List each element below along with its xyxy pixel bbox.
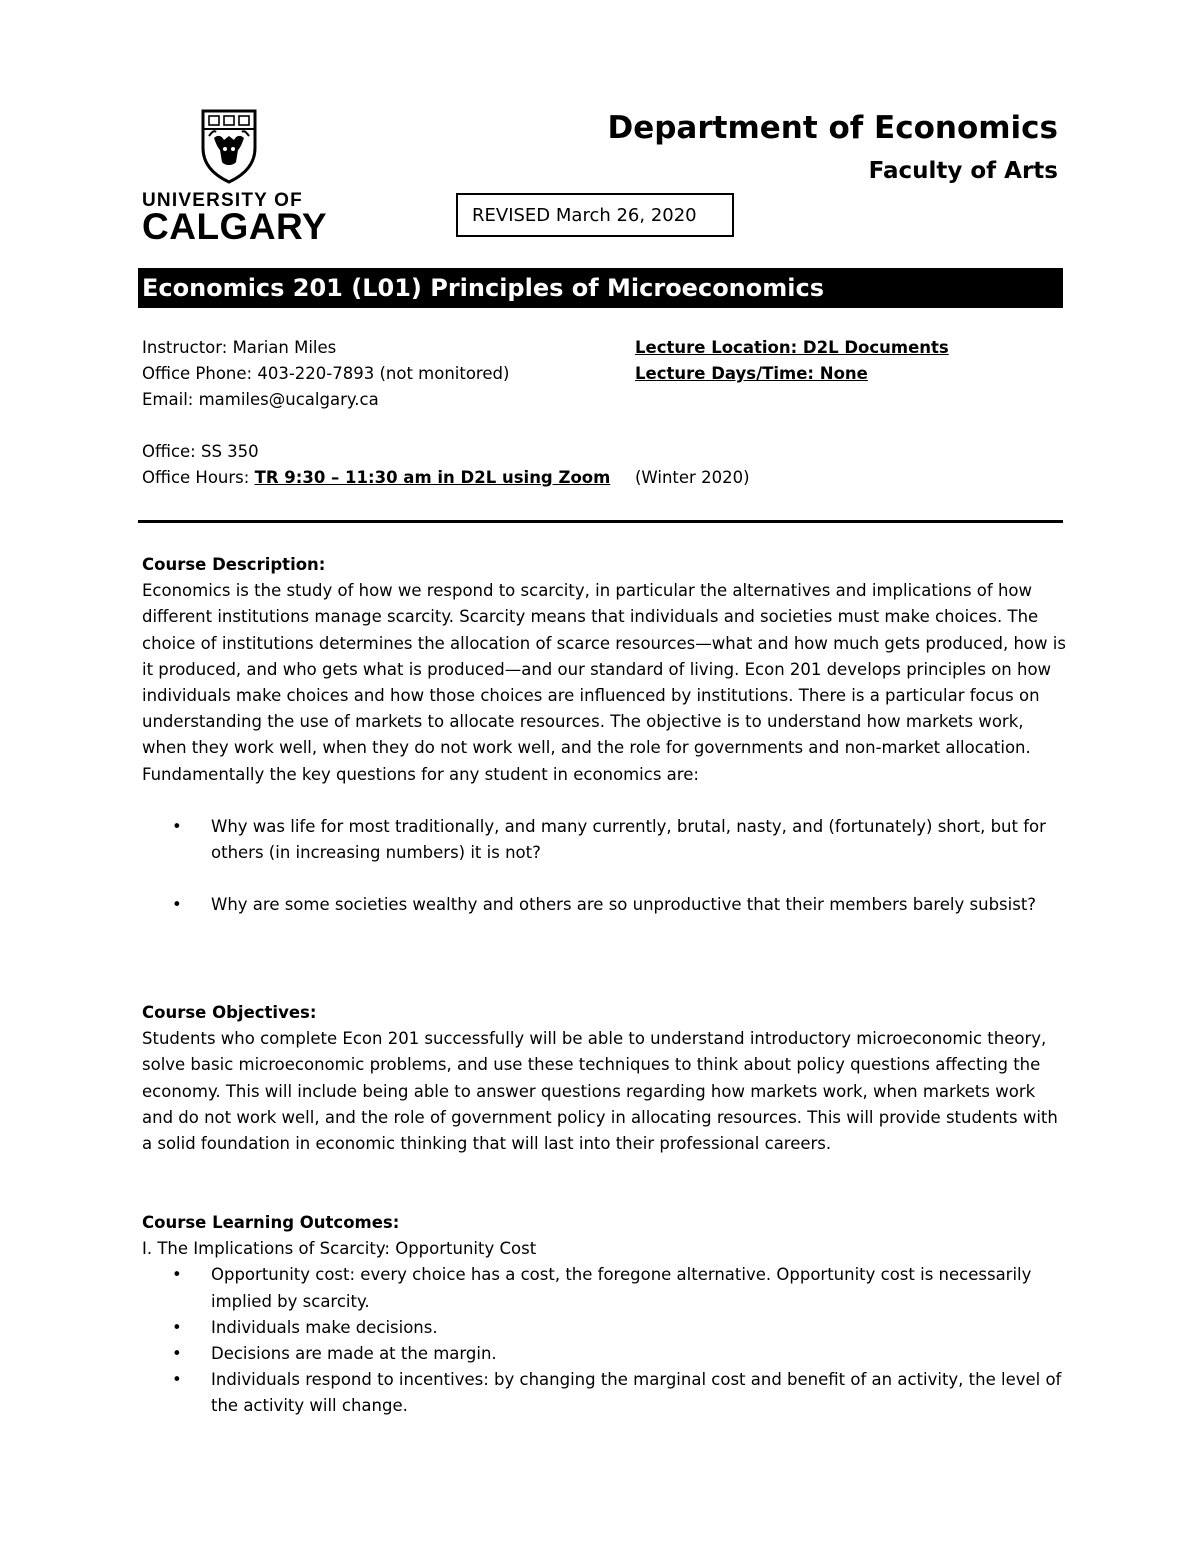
logo-line-calgary: CALGARY [142,206,328,247]
list-item: • Why are some societies wealthy and others are so unproductive that their members barely subsist? [142,892,1067,918]
lecture-days-time: Lecture Days/Time: None [635,364,868,383]
revised-date-text: REVISED March 26, 2020 [472,204,697,226]
list-item: • Why was life for most traditionally, and many currently, brutal, nasty, and (fortunately) short, but for others (in increasing numbers) it is not? [142,814,1067,866]
list-item: • Decisions are made at the margin. [142,1341,1067,1367]
lecture-location: Lecture Location: D2L Documents [635,338,949,357]
course-description-heading: Course Description: [142,555,326,574]
instructor-contact [142,335,509,413]
course-description-section [142,552,1067,918]
department-title: Department of Economics [607,110,1058,146]
bullet-icon: • [172,1344,182,1364]
instructor-email: Email: mamiles@ucalgary.ca [142,390,379,409]
list-item: • Opportunity cost: every choice has a cost, the foregone alternative. Opportunity cost is necessarily implied by scarcity. [142,1262,1067,1314]
course-description-text: Economics is the study of how we respond to scarcity, in particular the alternatives and implications of how different institutions manage scarcity. Scarcity means that individuals and societies must make choices. The choice of institutions determines the allocation of scarce resources—what and how much gets produced, how is it produced, and who gets what is produced—and our standard of living. Econ 201 develops principles on how individuals make choices and how those choices are influenced by institutions. There is a particular focus on understanding the use of markets to allocate resources. The objective is to understand how markets work, when they work well, when they do not work well, and the role for governments and non-market allocation. Fundamentally the key questions for any student in economics are: [142,581,1066,784]
bullet-icon: • [172,1370,182,1390]
office-hours-label: Office Hours: [142,468,250,487]
section-divider [138,520,1063,523]
term: (Winter 2020) [635,468,750,487]
logo-line-university: UNIVERSITY OF [142,190,303,211]
office-info [142,439,610,491]
learning-outcomes-heading: Course Learning Outcomes: [142,1213,400,1232]
instructor-name: Instructor: Marian Miles [142,338,337,357]
bullet-icon: • [172,895,182,915]
list-item: • Individuals respond to incentives: by changing the marginal cost and benefit of an activity, the level of the activity will change. [142,1367,1067,1419]
bullet-icon: • [172,1265,182,1285]
list-item: • Individuals make decisions. [142,1315,1067,1341]
learning-outcomes-section [142,1210,1067,1420]
office-location: Office: SS 350 [142,442,259,461]
office-phone: Office Phone: 403-220-7893 (not monitored) [142,364,510,383]
office-hours-line [142,465,610,491]
course-title-bar [138,268,1063,308]
lecture-info [635,335,949,387]
bullet-icon: • [172,1317,182,1337]
bullet-icon: • [172,816,182,836]
university-crest-icon [200,108,258,184]
revised-date-box [456,193,734,237]
faculty-title: Faculty of Arts [868,158,1058,184]
course-objectives-heading: Course Objectives: [142,1003,317,1022]
learning-outcomes-subheading: I. The Implications of Scarcity: Opportunity Cost [142,1239,537,1259]
course-objectives-text: Students who complete Econ 201 successfully will be able to understand introductory microeconomic theory, solve basic microeconomic problems, and use these techniques to think about policy questions affecting the economy. This will include being able to answer questions regarding how markets work, when markets work and do not work well, and the role of government policy in allocating resources. This will provide students with a solid foundation in economic thinking that will last into their professional careers. [142,1029,1058,1154]
office-hours-value: TR 9:30 – 11:30 am in D2L using Zoom [254,468,611,487]
course-objectives-section [142,1000,1067,1157]
course-title: Economics 201 (L01) Principles of Microeconomics [142,274,824,302]
key-questions-list [142,814,1067,919]
learning-outcomes-list [142,1262,1067,1419]
